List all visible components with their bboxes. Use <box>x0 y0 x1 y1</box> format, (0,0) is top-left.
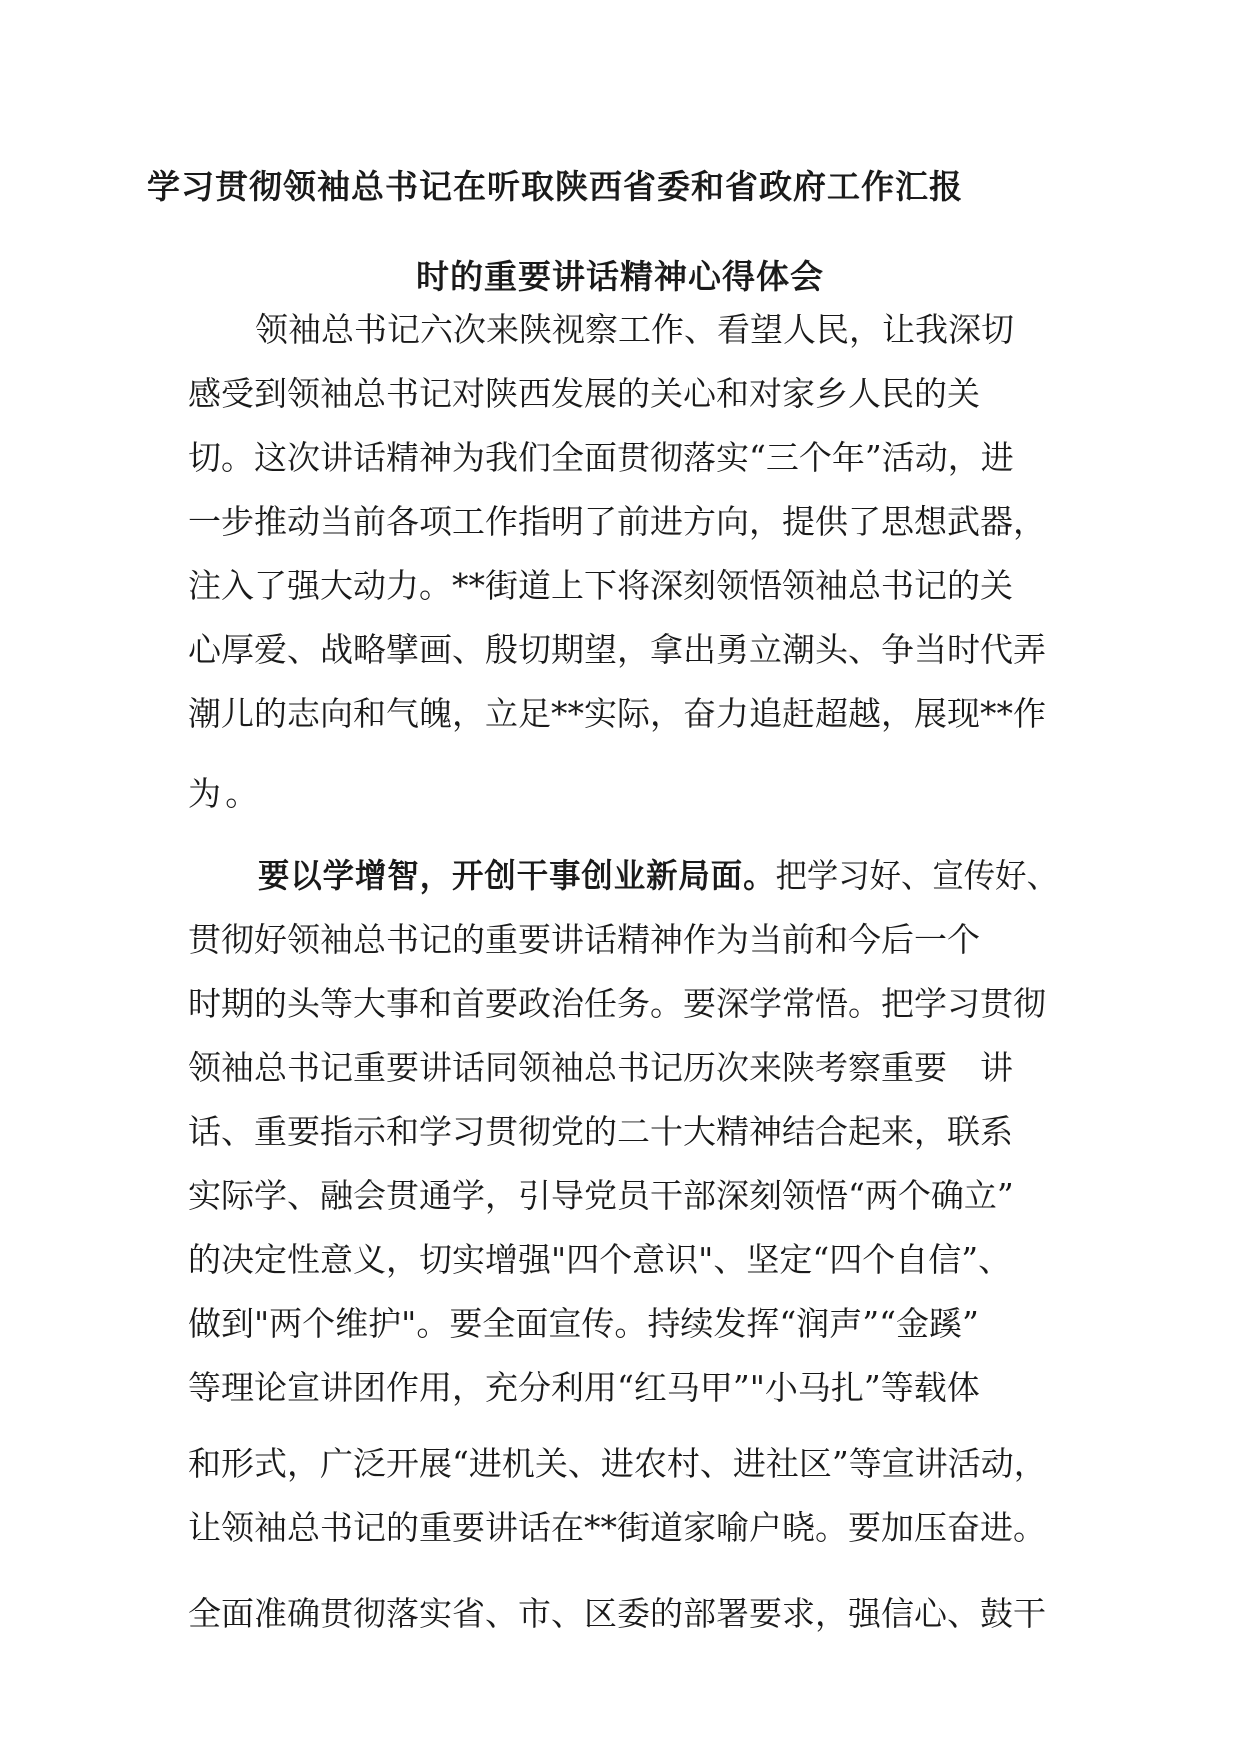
paragraph-line: 领袖总书记六次来陕视察工作、看望人民，让我深切 <box>222 310 1014 349</box>
paragraph-line: 做到"两个维护"。要全面宣传。持续发挥“润声”“金蹊” <box>188 1304 979 1343</box>
paragraph-line: 贯彻好领袖总书记的重要讲话精神作为当前和今后一个 <box>188 920 980 959</box>
paragraph-line: 心厚爱、战略擘画、殷切期望，拿出勇立潮头、争当时代弄 <box>188 630 1046 669</box>
paragraph-lead-rest: 把学习好、宣传好、 <box>775 856 1058 895</box>
paragraph-line: 一步推动当前各项工作指明了前进方向，提供了思想武器， <box>188 502 1046 541</box>
paragraph-lead-line <box>258 856 1058 896</box>
paragraph-line: 潮儿的志向和气魄，立足**实际，奋力追赶超越，展现**作 <box>188 694 1046 733</box>
document-title-line-2: 时的重要讲话精神心得体会 <box>416 257 824 296</box>
paragraph-line: 让领袖总书记的重要讲话在**街道家喻户晓。要加压奋进。 <box>188 1508 1046 1547</box>
paragraph-line: 全面准确贯彻落实省、市、区委的部署要求，强信心、鼓干 <box>188 1594 1046 1633</box>
paragraph-line: 和形式，广泛开展“进机关、进农村、进社区”等宣讲活动， <box>188 1444 1047 1483</box>
paragraph-line: 感受到领袖总书记对陕西发展的关心和对家乡人民的关 <box>188 374 980 413</box>
paragraph-line: 时期的头等大事和首要政治任务。要深学常悟。把学习贯彻 <box>188 984 1046 1023</box>
paragraph-line: 的决定性意义，切实增强"四个意识"、坚定“四个自信”、 <box>188 1240 1012 1279</box>
paragraph-line: 注入了强大动力。**街道上下将深刻领悟领袖总书记的关 <box>188 566 1013 605</box>
paragraph-line: 切。这次讲话精神为我们全面贯彻落实“三个年”活动，进 <box>188 438 1014 477</box>
document-title-line-1: 学习贯彻领袖总书记在听取陕西省委和省政府工作汇报 <box>147 167 963 206</box>
paragraph-line: 领袖总书记重要讲话同领袖总书记历次来陕考察重要 讲 <box>188 1048 1013 1087</box>
paragraph-line: 话、重要指示和学习贯彻党的二十大精神结合起来，联系 <box>188 1112 1013 1151</box>
paragraph-line: 为。 <box>188 774 263 813</box>
paragraph-line: 等理论宣讲团作用，充分利用“红马甲”"小马扎”等载体 <box>188 1368 980 1407</box>
paragraph-lead: 要以学增智，开创干事创业新局面。 <box>258 856 776 895</box>
paragraph-line: 实际学、融会贯通学，引导党员干部深刻领悟“两个确立” <box>188 1176 1014 1215</box>
